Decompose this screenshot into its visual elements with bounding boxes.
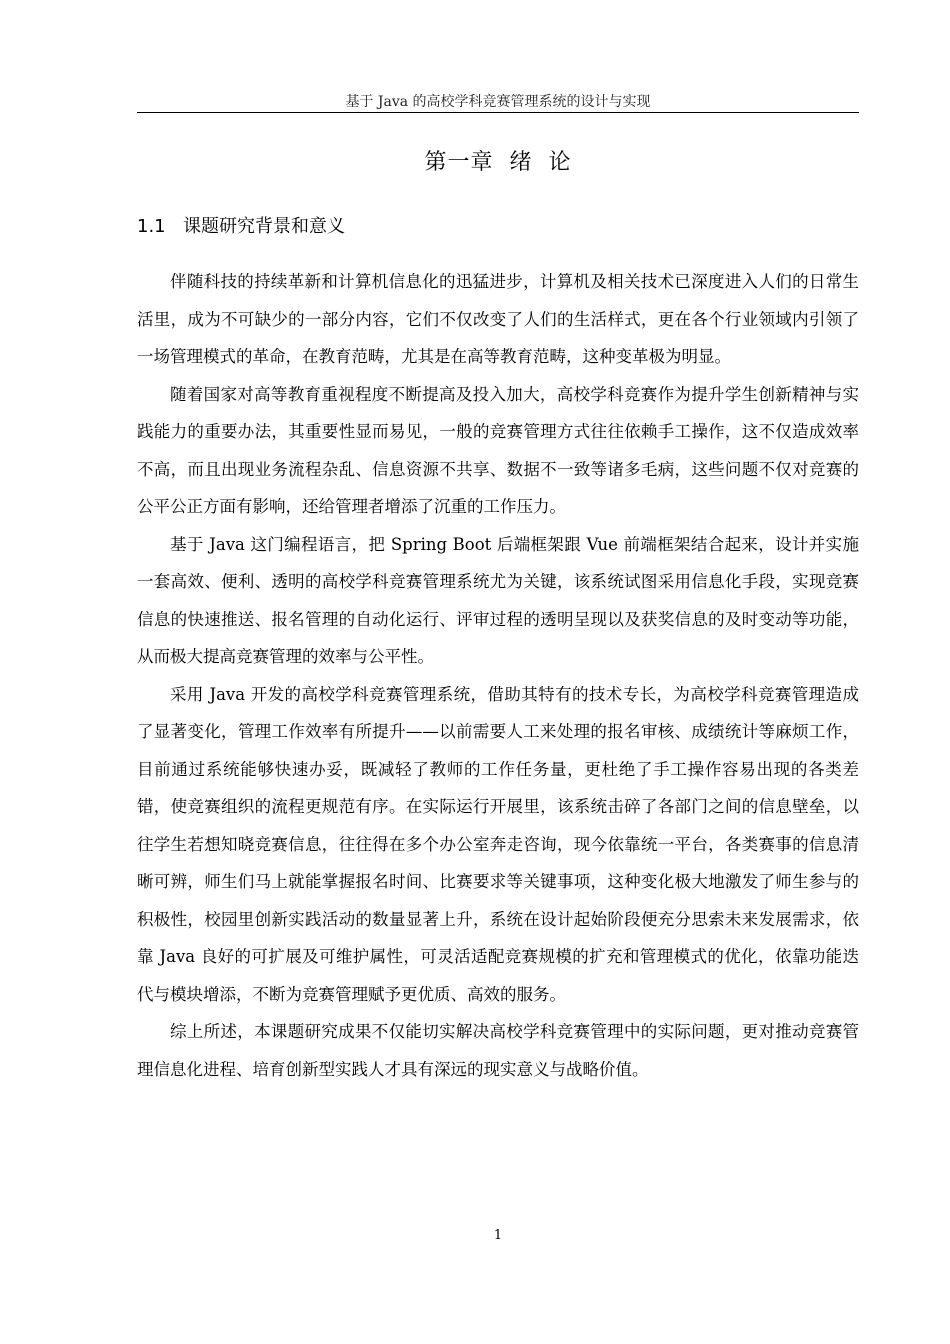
section-title: 课题研究背景和意义: [183, 216, 345, 237]
chapter-title: 第一章 绪 论: [424, 150, 572, 175]
body-text: [137, 263, 859, 1088]
paragraph: 综上所述，本课题研究成果不仅能切实解决高校学科竞赛管理中的实际问题，更对推动竞赛管理信息化进程、培育创新型实践人才具有深远的现实意义与战略价值。: [137, 1022, 859, 1079]
section-heading: [137, 214, 859, 240]
paragraph: 随着国家对高等教育重视程度不断提高及投入加大，高校学科竞赛作为提升学生创新精神与实践能力的重要办法，其重要性显而易见，一般的竞赛管理方式往往依赖手工操作，这不仅造成效率不高，而且出现业务流程杂乱、信息资源不共享、数据不一致等诸多毛病，这些问题不仅对竞赛的公平公正方面有影响，还给管理者增添了沉重的工作压力。: [137, 384, 859, 516]
running-header: 基于 Java 的高校学科竞赛管理系统的设计与实现: [345, 94, 651, 110]
section-number: 1.1: [137, 216, 166, 237]
paragraph: 采用 Java 开发的高校学科竞赛管理系统，借助其特有的技术专长，为高校学科竞赛管理造成了显著变化，管理工作效率有所提升——以前需要人工来处理的报名审核、成绩统计等麻烦工作，目前通过系统能够快速办妥，既减轻了教师的工作任务量，更杜绝了手工操作容易出现的各类差错，使竞赛组织的流程更规范有序。在实际运行开展里，该系统击碎了各部门之间的信息壁垒，以往学生若想知晓竞赛信息，往往得在多个办公室奔走咨询，现今依靠统一平台，各类赛事的信息清晰可辨，师生们马上就能掌握报名时间、比赛要求等关键事项，这种变化极大地激发了师生参与的积极性，校园里创新实践活动的数量显著上升，系统在设计起始阶段便充分思索未来发展需求，依靠 Java 良好的可扩展及可维护属性，可灵活适配竞赛规模的扩充和管理模式的优化，依靠功能迭代与模块增添，不断为竞赛管理赋予更优质、高效的服务。: [137, 684, 859, 1004]
paragraph: 伴随科技的持续革新和计算机信息化的迅猛进步，计算机及相关技术已深度进入人们的日常生活里，成为不可缺少的一部分内容，它们不仅改变了人们的生活样式，更在各个行业领域内引领了一场管理模式的革命，在教育范畴，尤其是在高等教育范畴，这种变革极为明显。: [137, 272, 859, 366]
header-rule: [137, 112, 859, 113]
paragraph: 基于 Java 这门编程语言，把 Spring Boot 后端框架跟 Vue 前端框架结合起来，设计并实施一套高效、便利、透明的高校学科竞赛管理系统尤为关键，该系统试图采用信息化手段，实现竞赛信息的快速推送、报名管理的自动化运行、评审过程的透明呈现以及获奖信息的及时变动等功能，从而极大提高竞赛管理的效率与公平性。: [137, 534, 859, 666]
page-number: 1: [493, 1228, 503, 1243]
